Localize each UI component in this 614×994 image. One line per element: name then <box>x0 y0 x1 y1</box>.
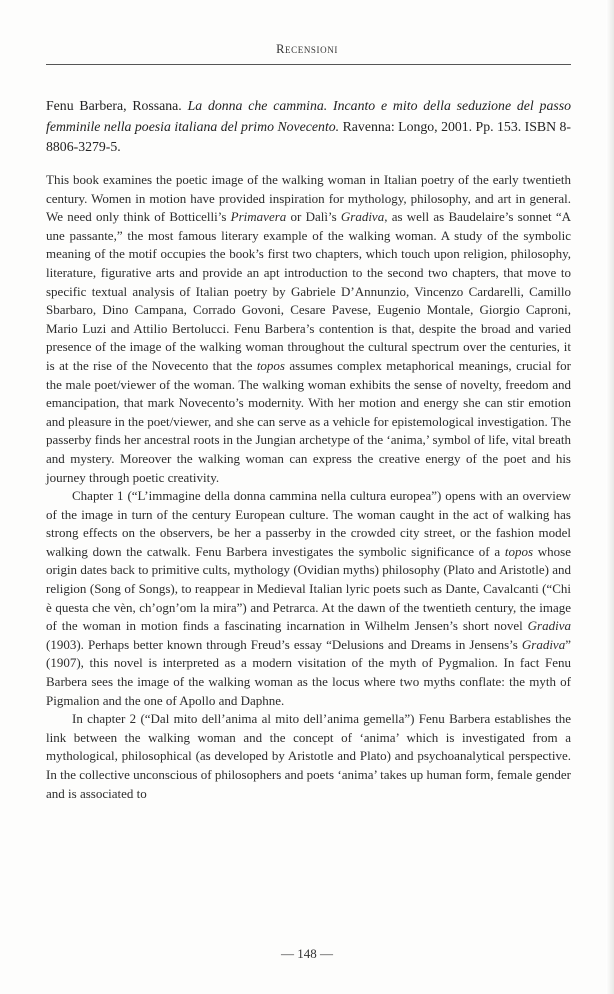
citation-publisher: Ravenna: Longo, 2001. Pp. 153. ISBN 8-8806-3279-5. <box>46 118 571 154</box>
italic-run: topos <box>504 543 534 559</box>
paragraph-1 <box>46 171 571 487</box>
text-run: This book examines the poetic image of the walking woman in Italian poetry of the early twentieth century. Women in motion have provided inspiration for mythology, philosophy, and art in general. We need only think of Botticelli’s <box>46 172 571 225</box>
text-run: or Dalì’s <box>286 209 341 225</box>
page-number: — 148 — <box>281 946 333 961</box>
review-body <box>46 171 571 803</box>
text-run: In chapter 2 (“Dal mito dell’anima al mito dell’anima gemella”) Fenu Barbera establishes the link between the walking woman and the concept of ‘anima’ which is investigated from a mythological, philosophical (as developed by Aristotle and Plato) and psychoanalytical perspective. In the collective unconscious of philosophers and poets ‘anima’ takes up human form, female gender and is associated to <box>46 711 571 801</box>
italic-run: Primavera <box>230 209 287 225</box>
running-header: Recensioni <box>276 42 338 56</box>
italic-run: topos <box>256 357 285 373</box>
text-run: , as well as Baudelaire’s sonnet “A une passante,” the most famous literary example of the walking woman. A study of the symbolic meaning of the motif occupies the book’s first two chapters, which touch upon religion, philosophy, literature, figurative arts and provide an apt introduction to the second two chapters, that move to specific textual analysis of Italian poetry by Gabriele D’Annunzio, Vincenzo Cardarelli, Camillo Sbarbaro, Dino Campana, Corrado Govoni, Cesare Pavese, Eugenio Montale, Giorgio Caproni, Mario Luzi and Attilio Bertolucci. Fenu Barbera’s contention is that, despite the broad and varied presence of the image of the walking woman throughout the cultural spectrum over the centuries, it is at the rise of the Novecento that the <box>46 209 571 373</box>
italic-run: Gradiva <box>340 209 385 225</box>
text-run: whose origin dates back to primitive cults, mythology (Ovidian myths) philosophy (Plato and Aristotle) and religion (Song of Songs), to reappear in Medieval Italian lyric poets such as Dante, Cavalcanti (“Chi è questa che vèn, ch’ogn’om la mira”) and Petrarca. At the dawn of the twentieth century, the image of the woman in motion finds a fascinating incarnation in Wilhelm Jensen’s short novel <box>46 543 572 634</box>
text-run: ” (1907), this novel is interpreted as a modern visitation of the myth of Pygmalion. In fact Fenu Barbera sees the image of the walking woman as the locus where two myths conflate: the myth of Pigmalion and the one of Apollo and Daphne. <box>46 636 571 708</box>
text-run: (1903). Perhaps better known through Freud’s essay “Delusions and Dreams in Jensens’s <box>46 636 522 652</box>
book-citation <box>46 96 571 158</box>
paragraph-2 <box>46 487 571 710</box>
text-run: Chapter 1 (“L’immagine della donna cammina nella cultura europea”) opens with an overview of the image in turn of the century European culture. The woman caught in the act of walking has strong effects on the observers, be her a passerby in the crowded city street, or the fashion model walking down the catwalk. Fenu Barbera investigates the symbolic significance of a <box>46 488 571 559</box>
italic-run: Gradiva <box>521 636 566 652</box>
italic-run: Gradiva <box>527 618 571 634</box>
paragraph-3 <box>46 710 571 803</box>
header-rule <box>46 64 571 65</box>
text-run: assumes complex metaphorical meanings, crucial for the male poet/viewer of the woman. The walking woman exhibits the sense of novelty, freedom and emancipation, that mark Novecento’s modernity. With her motion and energy she can stir emotion and pleasure in the poet/viewer, and she can serve as a vehicle for epistemological investigation. The passerby finds her ancestral roots in the Jungian archetype of the ‘anima,’ symbol of life, vital breath and mystery. Moreover the walking woman can express the creative energy of the poet and his journey through poetic creativity. <box>46 357 571 485</box>
page-edge <box>606 0 614 994</box>
citation-title: La donna che cammina. Incanto e mito della seduzione del passo femminile nella poesia italiana del primo Novecento. <box>46 98 571 134</box>
citation-author: Fenu Barbera, Rossana. <box>46 98 182 113</box>
